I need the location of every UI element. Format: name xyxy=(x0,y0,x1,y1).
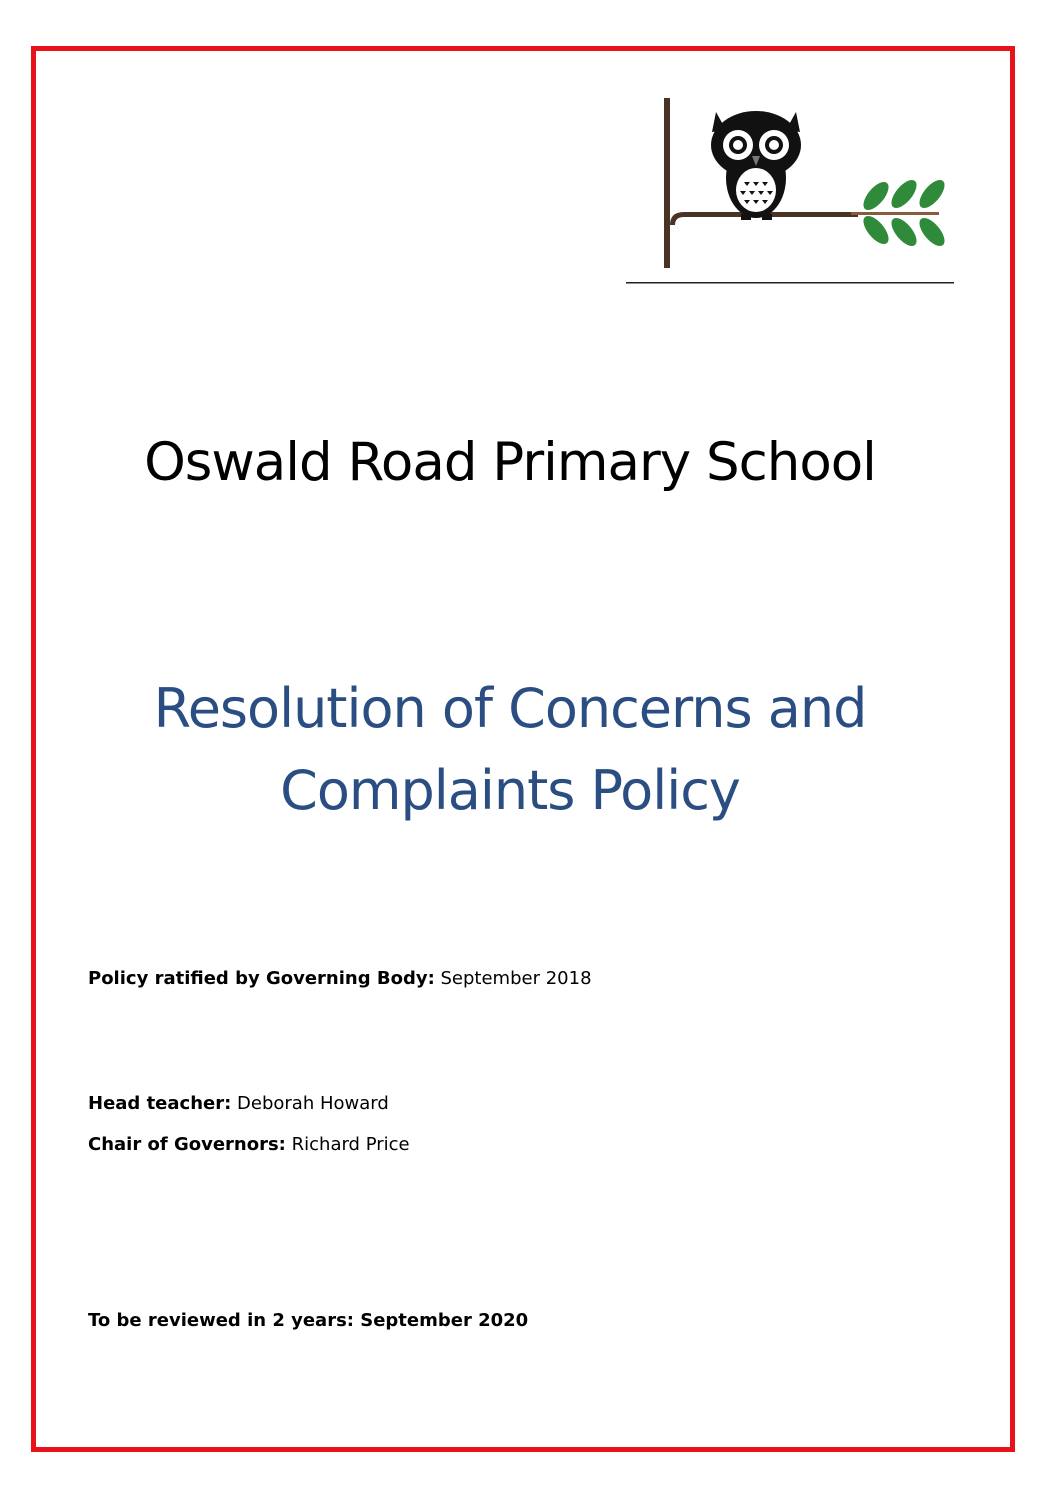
head-teacher-label: Head teacher: xyxy=(88,1093,232,1114)
review-label: To be reviewed in 2 years: September 2020 xyxy=(88,1310,529,1331)
policy-title xyxy=(0,668,1020,832)
chair-label: Chair of Governors: xyxy=(88,1134,286,1155)
school-name: Oswald Road Primary School xyxy=(144,432,876,493)
ratified-value: September 2018 xyxy=(440,968,592,989)
ratified-label: Policy ratified by Governing Body: xyxy=(88,968,435,989)
head-teacher-line xyxy=(88,1093,389,1114)
policy-title-line-1: Resolution of Concerns and xyxy=(153,677,867,740)
chair-line xyxy=(88,1134,410,1155)
chair-value: Richard Price xyxy=(291,1134,410,1155)
owl-on-branch-icon xyxy=(626,90,954,284)
school-logo xyxy=(626,90,954,284)
head-teacher-value: Deborah Howard xyxy=(237,1093,389,1114)
review-line xyxy=(88,1310,528,1331)
policy-title-line-2: Complaints Policy xyxy=(280,759,740,822)
ratified-line xyxy=(88,968,592,989)
